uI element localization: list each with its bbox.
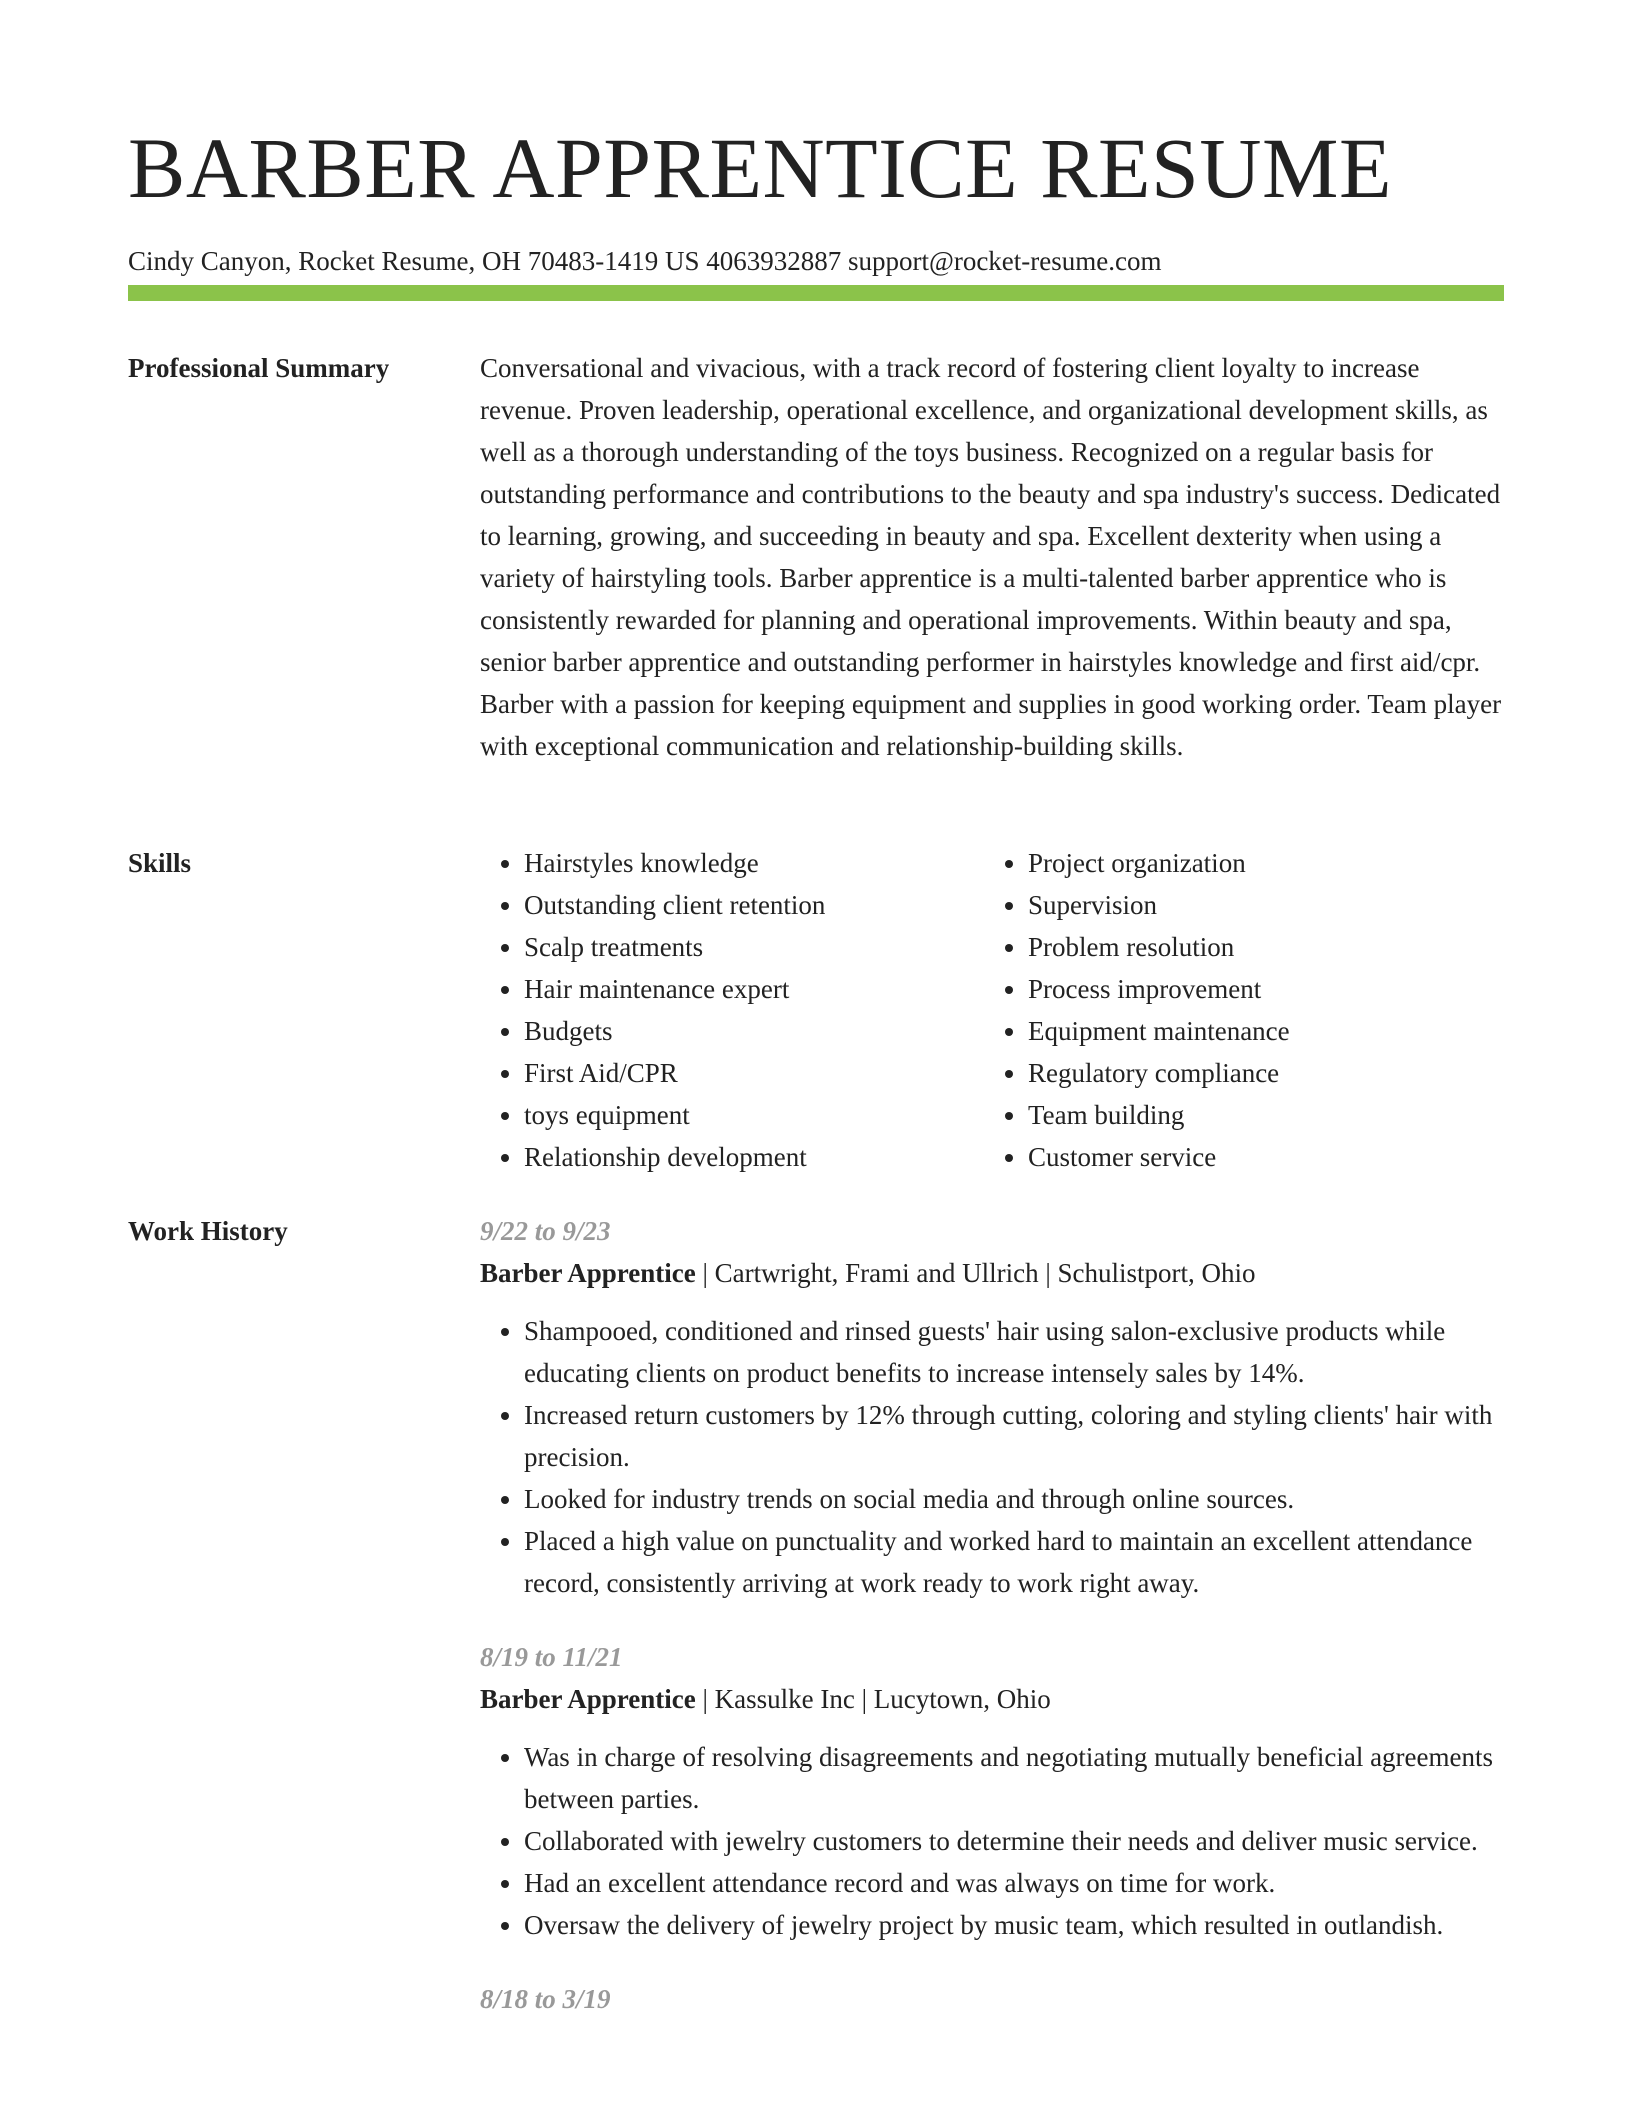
summary-heading: Professional Summary xyxy=(128,353,390,383)
skill-item: • Supervision xyxy=(1028,884,1488,926)
job-title: Barber Apprentice xyxy=(480,1258,696,1288)
skill-item: • Relationship development xyxy=(524,1136,984,1178)
job-title: Barber Apprentice xyxy=(480,1684,696,1714)
resume-header xyxy=(128,118,1504,278)
skill-item: • Outstanding client retention xyxy=(524,884,984,926)
job-bullet: • Shampooed, conditioned and rinsed guests' hair using salon-exclusive products while educating clients on product benefits to increase intensely sales by 14%. xyxy=(524,1310,1504,1394)
skill-item: • Team building xyxy=(1028,1094,1488,1136)
skills-body xyxy=(480,842,1504,1178)
skill-item: • Project organization xyxy=(1028,842,1488,884)
skill-item: • Regulatory compliance xyxy=(1028,1052,1488,1094)
summary-text: Conversational and vivacious, with a track record of fostering client loyalty to increase revenue. Proven leadership, operational excellence, and organizational development skills, as well as a thorough understanding of the toys business. Recognized on a regular basis for outstanding performance and contributions to the beauty and spa industry's success. Dedicated to learning, growing, and succeeding in beauty and spa. Excellent dexterity when using a variety of hairstyling tools. Barber apprentice is a multi-talented barber apprentice who is consistently rewarded for planning and operational improvements. Within beauty and spa, senior barber apprentice and outstanding performer in hairstyles knowledge and first aid/cpr. Barber with a passion for keeping equipment and supplies in good working order. Team player with exceptional communication and relationship-building skills. xyxy=(480,353,1502,761)
skills-heading: Skills xyxy=(128,848,192,878)
job-bullet: • Increased return customers by 12% through cutting, coloring and styling clients' hair with precision. xyxy=(524,1394,1504,1478)
skills-list-left xyxy=(480,842,984,1178)
job-heading xyxy=(480,1252,1504,1294)
page-title: BARBER APPRENTICE RESUME xyxy=(128,120,1392,216)
work-history-heading: Work History xyxy=(128,1216,288,1246)
skill-item: • First Aid/CPR xyxy=(524,1052,984,1094)
job-bullet: • Was in charge of resolving disagreements and negotiating mutually beneficial agreements between parties. xyxy=(524,1736,1504,1820)
work-history-body xyxy=(480,1210,1504,2020)
job-employer-location: | Kassulke Inc | Lucytown, Ohio xyxy=(695,1684,1051,1714)
skills-columns xyxy=(480,842,1504,1178)
summary-body xyxy=(480,347,1504,767)
skill-item: • Budgets xyxy=(524,1010,984,1052)
header-divider xyxy=(128,285,1504,301)
skills-list-right xyxy=(984,842,1488,1178)
job-bullet: • Placed a high value on punctuality and worked hard to maintain an excellent attendance record, consistently arriving at work ready to work right away. xyxy=(524,1520,1504,1604)
skill-item: • Problem resolution xyxy=(1028,926,1488,968)
skill-item: • Hairstyles knowledge xyxy=(524,842,984,884)
skill-item: • Process improvement xyxy=(1028,968,1488,1010)
skill-item: • Scalp treatments xyxy=(524,926,984,968)
contact-line: Cindy Canyon, Rocket Resume, OH 70483-1419 US 4063932887 support@rocket-resume.com xyxy=(128,246,1162,276)
job-bullet: • Collaborated with jewelry customers to determine their needs and deliver music service. xyxy=(524,1820,1504,1862)
job-bullet: • Oversaw the delivery of jewelry project by music team, which resulted in outlandish. xyxy=(524,1904,1504,1946)
job-entry xyxy=(480,1636,1504,1946)
skill-item: • Hair maintenance expert xyxy=(524,968,984,1010)
job-dates: 9/22 to 9/23 xyxy=(480,1216,611,1246)
job-entry xyxy=(480,1210,1504,1604)
skill-item: • Customer service xyxy=(1028,1136,1488,1178)
skill-item: • Equipment maintenance xyxy=(1028,1010,1488,1052)
job-dates: 8/19 to 11/21 xyxy=(480,1642,623,1672)
job-heading xyxy=(480,1678,1504,1720)
skill-item: • toys equipment xyxy=(524,1094,984,1136)
job-bullet: • Had an excellent attendance record and was always on time for work. xyxy=(524,1862,1504,1904)
job-bullets xyxy=(480,1736,1504,1946)
job-bullets xyxy=(480,1310,1504,1604)
job-dates: 8/18 to 3/19 xyxy=(480,1984,611,2014)
job-bullet: • Looked for industry trends on social media and through online sources. xyxy=(524,1478,1504,1520)
job-employer-location: | Cartwright, Frami and Ullrich | Schulistport, Ohio xyxy=(695,1258,1256,1288)
job-entry xyxy=(480,1978,1504,2020)
